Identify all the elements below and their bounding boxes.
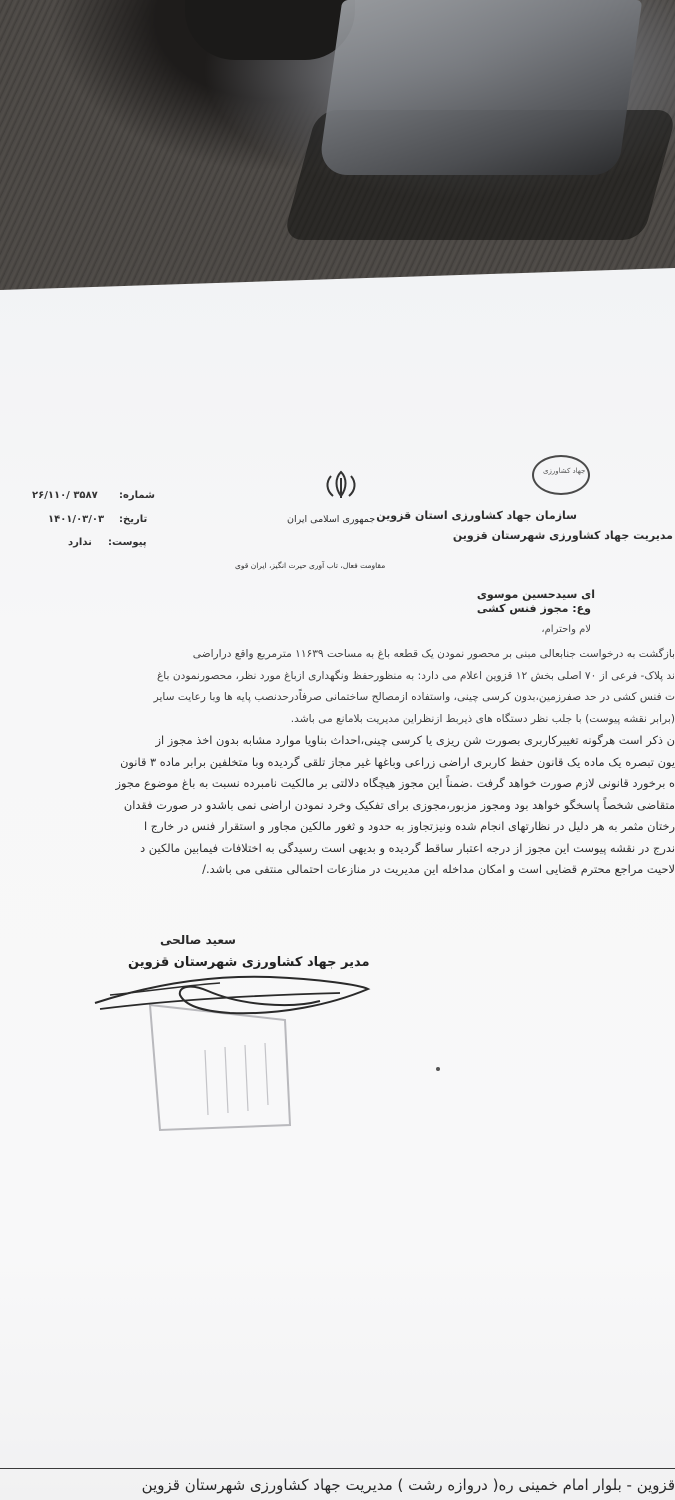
slogan: مقاومت فعال، تاب آوری حیرت انگیز، ایران قوی: [235, 561, 386, 570]
paragraph-line: متقاضی شخصاً پاسخگو خواهد بود ومجوز مزبور،مجوزی برای تفکیک وخرد نمودن اراضی نمی باشدو در صورت فقدان: [123, 797, 675, 812]
paragraph-line: (برابر نقشه پیوست) با جلب نظر دستگاه های ذیربط ازنظراین مدیریت بلامانع می باشد.: [290, 712, 675, 725]
iran-emblem-icon: [320, 470, 362, 500]
date-label: تاریخ:: [119, 514, 148, 525]
paragraph-line: ت فنس کشی در حد صفرزمین،بدون کرسی چینی، واستفاده ازمصالح ساختمانی صرفاًدرحدنصب پایه ها وبا رعایت سایر: [153, 691, 675, 703]
paragraph-line: بازگشت به درخواست جنابعالی مبنی بر محصور نمودن یک قطعه باغ به مساحت ۱۱۶۳۹ مترمربع واقع دراراضی: [192, 648, 675, 660]
letter-paper: [0, 268, 675, 1500]
attachment-label: پیوست:: [108, 537, 147, 548]
agriculture-logo-icon: [532, 455, 590, 495]
date-value: ۱۴۰۱/۰۳/۰۳: [48, 514, 105, 525]
paragraph-line: لاحیت مراجع محترم قضایی است و امکان مداخله این مدیریت در منازعات احتمالی منتفی می باشد./: [202, 862, 675, 876]
org-name: سازمان جهاد کشاورزی استان قزوین: [376, 509, 577, 522]
ink-dot: [436, 1067, 440, 1071]
paragraph-line: رختان مثمر به هر دلیل در نظارتهای انجام شده ونیزتجاوز به حدود و ثغور مالکین مجاور و استقرار فنس در خارج ا: [143, 819, 675, 833]
attachment-value: ندارد: [68, 537, 92, 548]
footer-rule: [0, 1468, 675, 1469]
dark-object: [185, 0, 355, 60]
footer-address: قزوین - بلوار امام خمینی ره( دروازه رشت ) مدیریت جهاد کشاورزی شهرستان قزوین: [141, 1476, 675, 1494]
paragraph-line: ن ذکر است هرگونه تغییرکاربری بصورت شن ریزی یا کرسی چینی،احداث بناویا موارد مشابه بدون اخذ مجوز از: [155, 733, 675, 747]
paragraph-line: ه برخورد قانونی لازم صورت خواهد گرفت .ضمناً این مجوز هیچگاه دلالتی بر مالکیت نامبرده نسبت به باغ موضوع مجوز: [115, 776, 675, 790]
org-department: مدیریت جهاد کشاورزی شهرستان قزوین: [452, 529, 673, 542]
subject: وع: مجوز فنس کشی: [476, 602, 591, 615]
paragraph-line: یون تبصره یک ماده یک قانون حفظ کاربری اراضی زراعی وباغها غیر مجاز تلقی گردیده وبا متخلفین برابر ماده ۳ قانون: [120, 754, 675, 769]
signatory-name: سعید صالحی: [160, 933, 236, 947]
signature-stamp-icon: [90, 965, 380, 1145]
paragraph-line: ند پلاک- فرعی از ۷۰ اصلی بخش ۱۲ قزوین اعلام می دارد: به منظورحفظ ونگهداری ازباغ مورد نظر، محصورنمودن باغ: [156, 669, 675, 682]
paragraph-2: [15, 730, 675, 881]
signatory-title: مدیر جهاد کشاورزی شهرستان قزوین: [128, 955, 370, 970]
plastic-bag: [318, 0, 643, 175]
recipient: ای سیدحسین موسوی: [476, 588, 595, 601]
republic-title: جمهوری اسلامی ایران: [287, 514, 376, 525]
logo-label: جهاد کشاورزی: [543, 467, 586, 475]
paragraph-1: [15, 644, 675, 730]
number-label: شماره:: [119, 490, 155, 501]
number-value: ۳۵۸۷ /۲۶/۱۱۰: [32, 490, 98, 501]
greeting: لام واحترام،: [541, 624, 591, 635]
paragraph-line: ندرج در نقشه پیوست این مجوز از درجه اعتبار ساقط گردیده و بدیهی است رسیدگی به اختلافات فیمابین مالکین د: [140, 840, 675, 855]
